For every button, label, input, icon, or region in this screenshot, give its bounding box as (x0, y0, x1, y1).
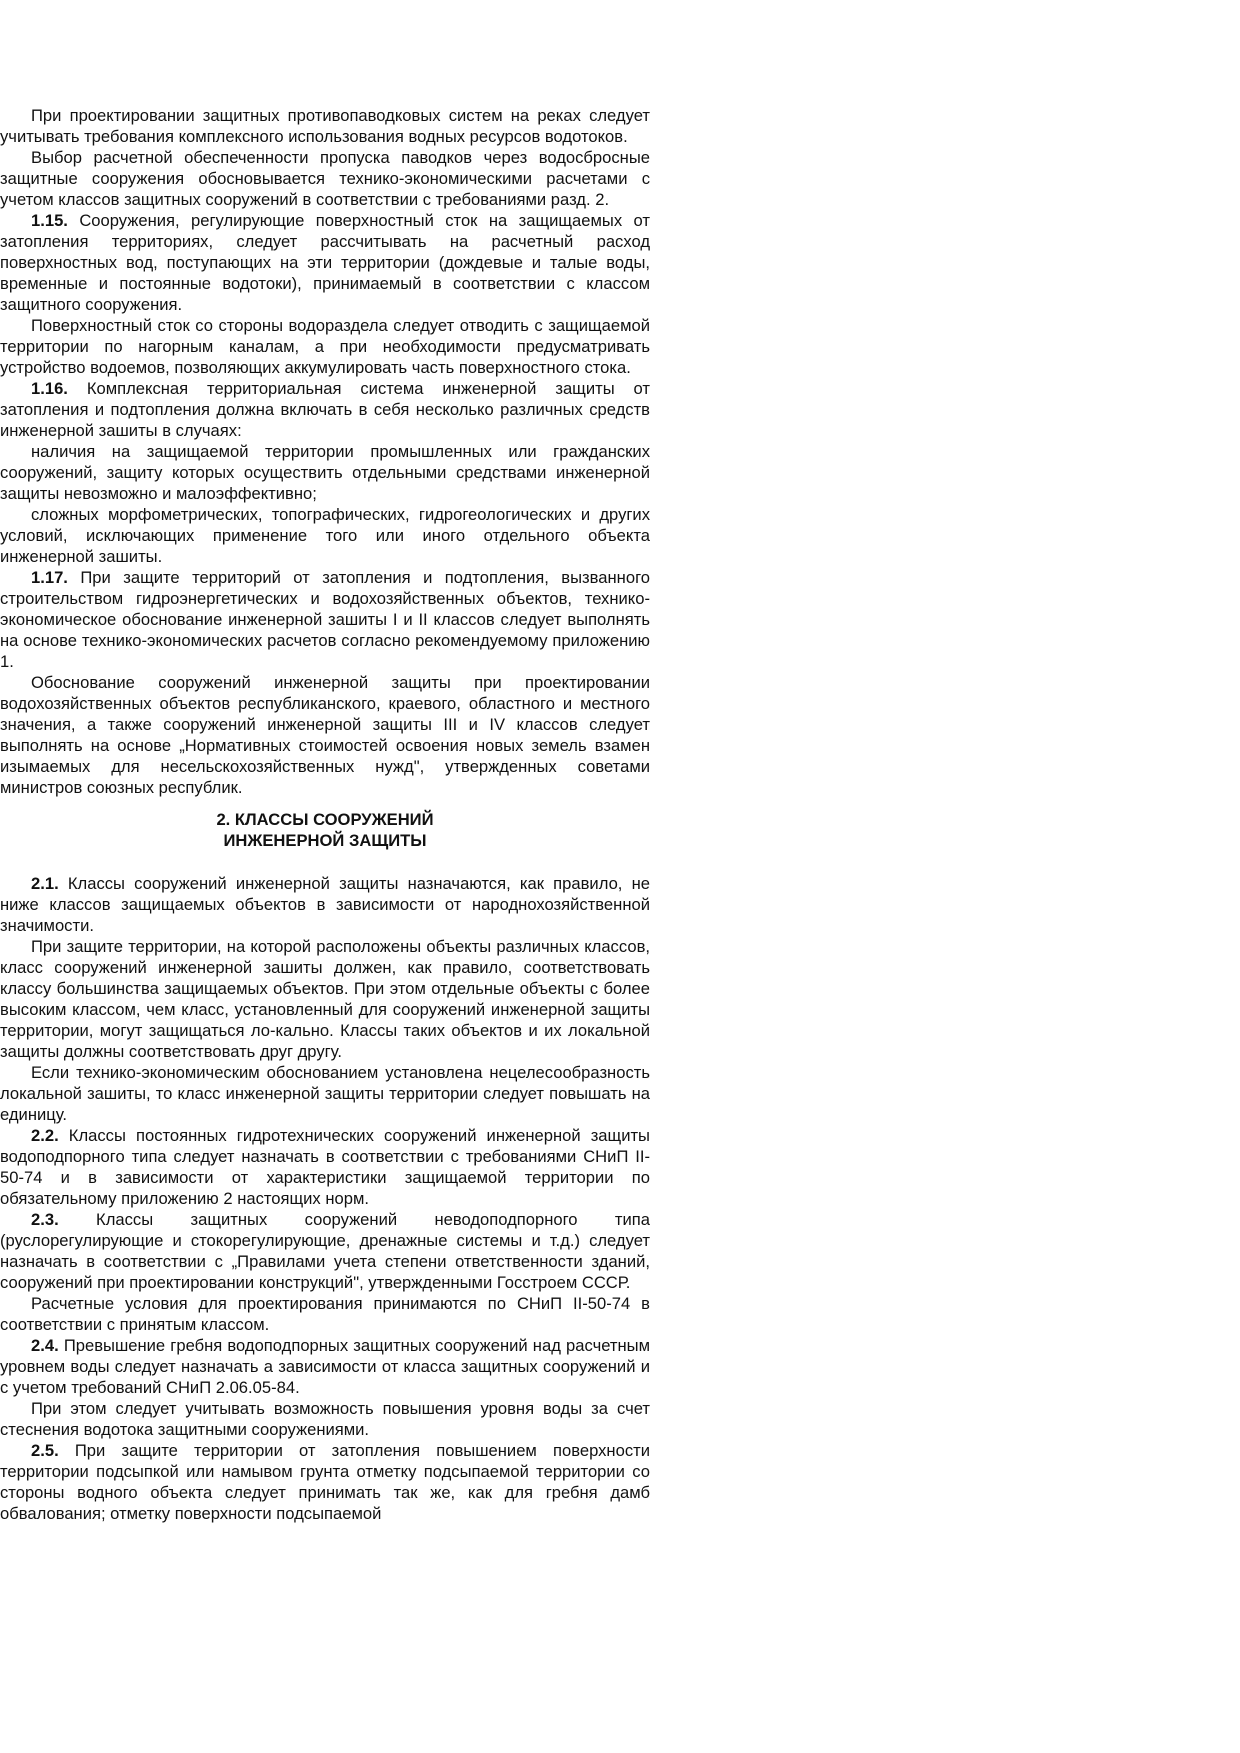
paragraph (0, 315, 650, 378)
clause-number: 2.4. (31, 1336, 59, 1355)
paragraph-text: При защите территории, на которой расположены объекты различных классов, класс сооружений инженерной зашиты должен, как правило, соответствовать классу большинства защищаемых объектов. При этом отдельные объекты с более высоким классом, чем класс, установленный для сооружений инженерной защиты территории, могут защищаться ло-кально. Классы таких объектов и их локальной защиты должны соответствовать друг другу. (0, 937, 650, 1061)
clause-number: 1.17. (31, 568, 68, 587)
clause-number: 2.2. (31, 1126, 59, 1145)
paragraph-text: При защите территорий от затопления и подтопления, вызванного строительством гидроэнергетических и водохозяйственных объектов, технико-экономическое обоснование инженерной зашиты I и II классов следует выполнять на основе технико-экономических расчетов согласно рекомендуемому приложению 1. (0, 568, 650, 671)
paragraph-text: сложных морфометрических, топографических, гидрогеологических и других условий, исключающих применение того или иного отдельного объекта инженерной зашиты. (0, 505, 650, 566)
paragraph (0, 936, 650, 1062)
paragraph (0, 105, 650, 147)
paragraph (0, 1398, 650, 1440)
paragraph (0, 873, 650, 936)
paragraph-text: Комплексная территориальная система инженерной защиты от затопления и подтопления должна включать в себя несколько различных средств инженерной зашиты в случаях: (0, 379, 650, 440)
paragraph-text: Выбор расчетной обеспеченности пропуска паводков через водосбросные защитные сооружения обосновывается технико-экономическими расчетами с учетом классов защитных сооружений в соответствии с требованиями разд. 2. (0, 148, 650, 209)
paragraph (0, 1062, 650, 1125)
paragraph-text: Превышение гребня водоподпорных защитных сооружений над расчетным уровнем воды следует назначать а зависимости от класса защитных сооружений и с учетом требований СНиП 2.06.05-84. (0, 1336, 650, 1397)
text-block-after-heading (0, 873, 650, 1524)
clause-number: 1.15. (31, 211, 68, 230)
paragraph-text: Если технико-экономическим обоснованием установлена нецелесообразность локальной зашиты, то класс инженерной защиты территории следует повышать на единицу. (0, 1063, 650, 1124)
section-heading-line-1: 2. КЛАССЫ СООРУЖЕНИЙ (216, 810, 434, 829)
paragraph (0, 147, 650, 210)
paragraph-text: Классы защитных сооружений неводоподпорного типа (руслорегулирующие и стокорегулирующие, дренажные системы и т.д.) следует назначать в соответствии с „Правилами учета степени ответственности зданий, сооружений при проектировании конструкций", утвержденными Госстроем СССР. (0, 1210, 650, 1292)
paragraph (0, 567, 650, 672)
paragraph-text: При этом следует учитывать возможность повышения уровня воды за счет стеснения водотока защитными сооружениями. (0, 1399, 650, 1439)
paragraph-text: При защите территории от затопления повышением поверхности территории подсыпкой или намывом грунта отметку подсыпаемой территории со стороны водного объекта следует принимать так же, как для гребня дамб обвалования; отметку поверхности подсыпаемой (0, 1441, 650, 1523)
clause-number: 2.1. (31, 874, 59, 893)
clause-number: 2.5. (31, 1441, 59, 1460)
section-heading-line-2: ИНЖЕНЕРНОЙ ЗАЩИТЫ (223, 831, 427, 850)
paragraph-text: наличия на защищаемой территории промышленных или гражданских сооружений, защиту которых осуществить отдельными средствами инженерной защиты невозможно и малоэффективно; (0, 442, 650, 503)
paragraph (0, 504, 650, 567)
text-block-before-heading (0, 105, 650, 798)
paragraph (0, 1209, 650, 1293)
spacer (0, 798, 650, 809)
paragraph-text: При проектировании защитных противопаводковых систем на реках следует учитывать требования комплексного использования водных ресурсов водотоков. (0, 106, 650, 146)
spacer (0, 851, 650, 873)
paragraph (0, 1293, 650, 1335)
paragraph-text: Расчетные условия для проектирования принимаются по СНиП II-50-74 в соответствии с принятым классом. (0, 1294, 650, 1334)
paragraph-text: Классы сооружений инженерной защиты назначаются, как правило, не ниже классов защищаемых объектов в зависимости от народнохозяйственной значимости. (0, 874, 650, 935)
paragraph-text: Поверхностный сток со стороны водораздела следует отводить с защищаемой территории по нагорным каналам, а при необходимости предусматривать устройство водоемов, позволяющих аккумулировать часть поверхностного стока. (0, 316, 650, 377)
clause-number: 1.16. (31, 379, 68, 398)
paragraph (0, 441, 650, 504)
paragraph-text: Сооружения, регулирующие поверхностный сток на защищаемых от затопления территориях, следует рассчитывать на расчетный расход поверхностных вод, поступающих на эти территории (дождевые и талые воды, временные и постоянные водотоки), принимаемый в соответствии с классом защитного сооружения. (0, 211, 650, 314)
paragraph (0, 1125, 650, 1209)
paragraph-text: Классы постоянных гидротехнических сооружений инженерной защиты водоподпорного типа следует назначать в соответствии с требованиями СНиП II-50-74 и в зависимости от характеристики защищаемой территории по обязательному приложению 2 настоящих норм. (0, 1126, 650, 1208)
paragraph (0, 210, 650, 315)
paragraph (0, 1335, 650, 1398)
paragraph-text: Обоснование сооружений инженерной защиты при проектировании водохозяйственных объектов республиканского, краевого, областного и местного значения, а также сооружений инженерной защиты III и IV классов следует выполнять на основе „Нормативных стоимостей освоения новых земель взамен изымаемых для несельскохозяйственных нужд", утвержденных советами министров союзных республик. (0, 673, 650, 797)
paragraph (0, 672, 650, 798)
paragraph (0, 1440, 650, 1524)
paragraph (0, 378, 650, 441)
document-page (0, 105, 650, 1524)
clause-number: 2.3. (31, 1210, 59, 1229)
